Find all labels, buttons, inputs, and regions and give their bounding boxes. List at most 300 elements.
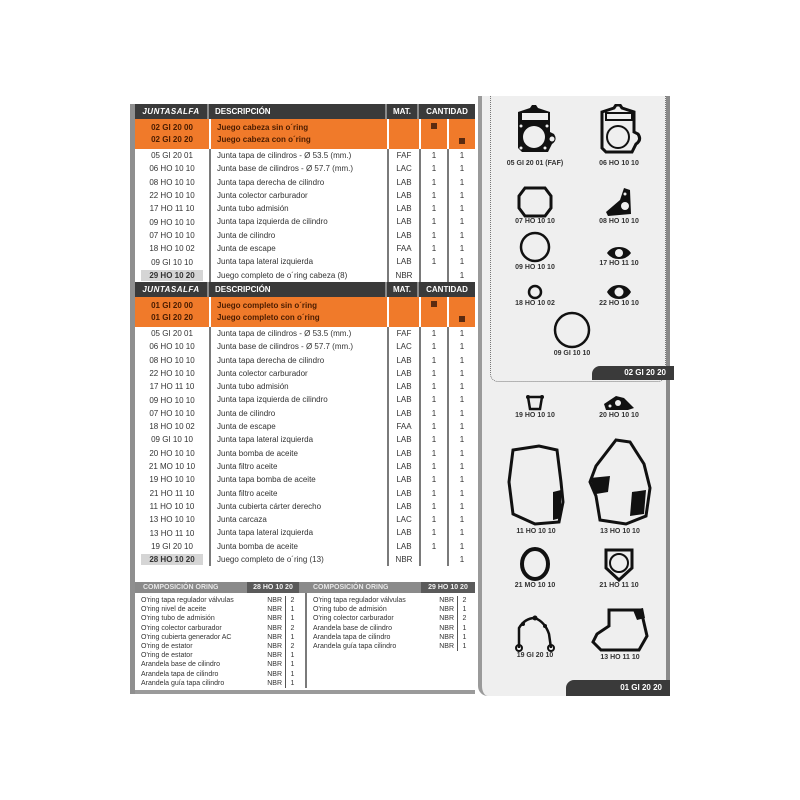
kit-marker <box>431 301 437 307</box>
parts-table-area <box>135 104 475 566</box>
part-material: LAB <box>387 354 419 367</box>
table1-header <box>135 104 475 119</box>
quantity-with-oring: 1 <box>447 473 475 486</box>
item-description: O'ring colector carburador <box>313 615 394 623</box>
part-description: Junta tapa izquierda de cilindro <box>209 393 387 406</box>
part-material: LAB <box>387 500 419 513</box>
item-material: NBR <box>439 642 454 650</box>
part-description: Junta tapa de cilindros - Ø 53.5 (mm.) <box>209 327 387 340</box>
item-description: Arandela tapa de cilindro <box>141 670 219 678</box>
composition-item <box>135 660 305 669</box>
table-row <box>135 473 475 486</box>
oil-pump-gasket-icon <box>602 394 636 412</box>
quantity-without-oring: 1 <box>419 433 447 446</box>
quantity-without-oring: 1 <box>419 189 447 202</box>
composition-item <box>307 633 475 642</box>
item-quantity: 1 <box>285 679 299 688</box>
part-05gi2001 <box>500 104 570 167</box>
quantity-with-oring: 1 <box>447 447 475 460</box>
part-code: 20 HO 10 10 <box>149 448 195 458</box>
part-description: Junta tubo admisión <box>209 202 387 215</box>
table-row <box>135 162 475 175</box>
table-row <box>135 433 475 446</box>
table-row <box>135 420 475 433</box>
item-material: NBR <box>267 679 282 687</box>
item-description: O'ring cubierta generador AC <box>141 633 232 641</box>
part-09gi1010 <box>537 310 607 357</box>
part-description: Junta cubierta cárter derecho <box>209 500 387 513</box>
table-row <box>135 215 475 228</box>
part-label: 09 GI 10 10 <box>553 350 591 357</box>
composition-code: 28 HO 10 20 <box>247 582 299 593</box>
part-label: 06 HO 10 10 <box>599 160 639 167</box>
part-description: Junta filtro aceite <box>209 460 387 473</box>
part-code: 07 HO 10 10 <box>149 230 195 240</box>
table-row <box>135 327 475 340</box>
part-21mo1010 <box>500 546 570 589</box>
table-row <box>135 367 475 380</box>
part-code: 22 HO 10 10 <box>149 191 195 201</box>
quantity-with-oring: 1 <box>447 229 475 242</box>
item-description: O'ring tubo de admisión <box>141 615 215 623</box>
part-label: 17 HO 11 10 <box>599 260 639 267</box>
quantity-without-oring: 1 <box>419 327 447 340</box>
part-description: Juego completo de o´ring (13) <box>209 553 387 566</box>
oil-filter-gasket-icon <box>519 546 551 582</box>
quantity-without-oring: 1 <box>419 526 447 539</box>
part-description: Juego completo de o´ring cabeza (8) <box>209 269 387 282</box>
composition-item <box>135 624 305 633</box>
oil-filter-gasket-icon <box>602 546 636 582</box>
composition-item <box>135 679 305 688</box>
quantity-header: CANTIDAD <box>426 107 468 116</box>
quantity-with-oring: 1 <box>447 526 475 539</box>
part-material: LAB <box>387 367 419 380</box>
table2-header <box>135 282 475 297</box>
part-material: LAB <box>387 202 419 215</box>
part-material: LAB <box>387 473 419 486</box>
quantity-without-oring: 1 <box>419 460 447 473</box>
part-label: 21 HO 11 10 <box>599 582 639 589</box>
quantity-with-oring: 1 <box>447 189 475 202</box>
part-material: LAB <box>387 460 419 473</box>
composition-code: 29 HO 10 20 <box>421 582 475 593</box>
table2-kit-rows <box>135 297 475 327</box>
quantity-with-oring: 1 <box>447 215 475 228</box>
item-material: NBR <box>439 633 454 641</box>
item-material: NBR <box>439 606 454 614</box>
table2-rows <box>135 327 475 566</box>
item-quantity: 1 <box>457 605 471 614</box>
part-material: LAB <box>387 189 419 202</box>
item-material: NBR <box>267 652 282 660</box>
kit-code: 01 GI 20 20 <box>151 312 193 322</box>
part-material: LAB <box>387 526 419 539</box>
item-description: Arandela base de cilindro <box>141 661 220 669</box>
composition-list-29 <box>305 593 475 688</box>
quantity-without-oring: 1 <box>419 176 447 189</box>
part-code: 19 HO 10 10 <box>149 475 195 485</box>
part-material: FAA <box>387 242 419 255</box>
oil-pump-cover-gasket-icon <box>525 394 545 412</box>
item-quantity: 1 <box>285 614 299 623</box>
kit-marker <box>459 316 465 322</box>
quantity-with-oring: 1 <box>447 407 475 420</box>
quantity-with-oring: 1 <box>447 162 475 175</box>
quantity-with-oring: 1 <box>447 513 475 526</box>
item-material: NBR <box>439 615 454 623</box>
composition-item <box>307 614 475 623</box>
quantity-with-oring: 1 <box>447 340 475 353</box>
part-code: 13 HO 10 10 <box>149 515 195 525</box>
quantity-with-oring: 1 <box>447 242 475 255</box>
quantity-with-oring: 1 <box>447 202 475 215</box>
part-material: LAB <box>387 255 419 268</box>
item-material: NBR <box>439 624 454 632</box>
part-08ho1010 <box>584 186 654 225</box>
item-material: NBR <box>267 606 282 614</box>
item-description: O'ring tubo de admisión <box>313 606 387 614</box>
quantity-with-oring: 1 <box>447 149 475 162</box>
full-kit-badge: 01 GI 20 20 <box>566 680 670 696</box>
part-label: 21 MO 10 10 <box>514 582 556 589</box>
part-material: LAB <box>387 215 419 228</box>
part-code: 22 HO 10 10 <box>149 369 195 378</box>
table-row <box>135 202 475 215</box>
composition-item <box>307 624 475 633</box>
part-description: Junta tapa lateral izquierda <box>209 526 387 539</box>
part-code: 17 HO 11 10 <box>149 204 195 214</box>
table-row <box>135 540 475 553</box>
part-label: 18 HO 10 02 <box>515 300 555 307</box>
part-material: LAB <box>387 229 419 242</box>
item-quantity: 1 <box>285 651 299 660</box>
quantity-with-oring: 1 <box>447 393 475 406</box>
item-material: NBR <box>267 624 282 632</box>
part-code: 28 HO 10 20 <box>141 554 202 565</box>
part-code: 08 HO 10 10 <box>149 177 195 187</box>
part-description: Junta de cilindro <box>209 407 387 420</box>
oil-pump-gasket-arc-icon <box>515 614 555 652</box>
quantity-with-oring: 1 <box>447 269 475 282</box>
crankcase-cover-gasket-icon <box>505 442 567 528</box>
table-row <box>135 189 475 202</box>
kit-marker <box>459 138 465 144</box>
quantity-without-oring: 1 <box>419 487 447 500</box>
quantity-without-oring: 1 <box>419 229 447 242</box>
quantity-without-oring: 1 <box>419 540 447 553</box>
oring-composition <box>135 582 475 694</box>
part-material: NBR <box>387 269 419 282</box>
description-header: DESCRIPCIÓN <box>209 282 387 297</box>
composition-item <box>135 642 305 651</box>
quantity-with-oring: 1 <box>447 354 475 367</box>
part-code: 11 HO 10 10 <box>149 501 195 511</box>
part-code: 08 HO 10 10 <box>149 355 195 365</box>
item-material: NBR <box>267 615 282 623</box>
part-label: 13 HO 10 10 <box>600 528 640 535</box>
quantity-without-oring: 1 <box>419 354 447 367</box>
composition-list-28 <box>135 593 305 688</box>
part-13ho1010 <box>580 436 660 535</box>
quantity-without-oring <box>419 269 447 282</box>
part-material: FAA <box>387 420 419 433</box>
part-material: LAB <box>387 176 419 189</box>
brand-header: JUNTASALFA <box>135 282 209 297</box>
table-row <box>135 447 475 460</box>
table-row <box>135 354 475 367</box>
part-material: FAF <box>387 327 419 340</box>
quantity-with-oring: 1 <box>447 553 475 566</box>
item-material: NBR <box>439 597 454 604</box>
item-description: Arandela tapa de cilindro <box>313 633 391 641</box>
part-code: 19 GI 20 10 <box>151 541 193 551</box>
quantity-with-oring: 1 <box>447 540 475 553</box>
composition-item <box>135 670 305 679</box>
part-description: Junta tapa lateral izquierda <box>209 255 387 268</box>
kit-description: Juego completo con o´ring <box>217 312 320 322</box>
kit-code: 02 GI 20 00 <box>151 123 193 132</box>
kit-description: Juego cabeza con o´ring <box>217 135 311 144</box>
part-code: 06 HO 10 10 <box>149 342 195 352</box>
item-description: O'ring tapa regulador válvulas <box>313 597 406 604</box>
part-label: 13 HO 11 10 <box>600 654 640 661</box>
composition-title: COMPOSICIÓN ORING <box>143 584 219 591</box>
part-material: LAC <box>387 340 419 353</box>
part-code: 09 HO 10 10 <box>149 217 195 227</box>
item-material: NBR <box>267 633 282 641</box>
quantity-header: CANTIDAD <box>426 284 468 294</box>
item-description: Arandela guía tapa cilindro <box>141 679 225 687</box>
item-quantity: 1 <box>457 624 471 633</box>
part-description: Junta colector carburador <box>209 189 387 202</box>
item-description: O'ring colector carburador <box>141 624 222 632</box>
item-quantity: 1 <box>285 660 299 669</box>
part-material: LAB <box>387 407 419 420</box>
quantity-without-oring: 1 <box>419 202 447 215</box>
part-22ho1010 <box>584 284 654 307</box>
housing-gasket-icon <box>586 436 654 528</box>
table-row <box>135 380 475 393</box>
part-17ho1110 <box>584 246 654 267</box>
item-description: Arandela base de cilindro <box>313 624 392 632</box>
item-quantity: 2 <box>285 624 299 633</box>
kit-description: Juego cabeza sin o´ring <box>217 123 309 132</box>
quantity-without-oring: 1 <box>419 367 447 380</box>
cylinder-head-gasket-icon <box>512 104 558 160</box>
part-description: Junta de escape <box>209 420 387 433</box>
part-material: NBR <box>387 553 419 566</box>
part-material: LAB <box>387 447 419 460</box>
part-06ho1010 <box>584 104 654 167</box>
item-description: O'ring de estator <box>141 652 193 660</box>
quantity-without-oring: 1 <box>419 340 447 353</box>
description-header: DESCRIPCIÓN <box>209 104 387 119</box>
quantity-with-oring: 1 <box>447 380 475 393</box>
part-label: 05 GI 20 01 (FAF) <box>506 160 564 167</box>
kit-marker <box>431 123 437 129</box>
table-row <box>135 460 475 473</box>
quantity-with-oring: 1 <box>447 433 475 446</box>
quantity-without-oring: 1 <box>419 393 447 406</box>
item-quantity: 2 <box>285 642 299 651</box>
composition-header <box>135 582 475 593</box>
quantity-without-oring <box>419 553 447 566</box>
part-code: 09 GI 10 10 <box>151 257 193 267</box>
part-code: 09 HO 10 10 <box>149 395 195 405</box>
part-code: 06 HO 10 10 <box>149 164 195 174</box>
part-07ho1010 <box>500 186 570 225</box>
item-material: NBR <box>267 670 282 678</box>
composition-item <box>307 642 475 651</box>
part-label: 19 HO 10 10 <box>515 412 555 419</box>
part-description: Junta filtro aceite <box>209 487 387 500</box>
part-label: 20 HO 10 10 <box>599 412 639 419</box>
item-quantity: 1 <box>457 642 471 651</box>
table-row <box>135 340 475 353</box>
part-code: 07 HO 10 10 <box>149 408 195 418</box>
composition-item <box>307 605 475 614</box>
quantity-with-oring: 1 <box>447 500 475 513</box>
quantity-without-oring: 1 <box>419 500 447 513</box>
item-quantity: 2 <box>285 596 299 605</box>
part-code: 21 MO 10 10 <box>148 462 196 472</box>
part-label: 22 HO 10 10 <box>599 300 639 307</box>
o-ring-icon <box>518 230 552 264</box>
part-code: 05 GI 20 01 <box>151 329 193 339</box>
intake-gasket-icon <box>605 246 633 260</box>
item-description: O'ring tapa regulador válvulas <box>141 597 234 604</box>
item-description: Arandela guía tapa cilindro <box>313 642 397 650</box>
part-code: 13 HO 11 10 <box>149 528 195 538</box>
table-row <box>135 393 475 406</box>
composition-item <box>135 605 305 614</box>
quantity-with-oring: 1 <box>447 487 475 500</box>
table-row <box>135 487 475 500</box>
quantity-without-oring: 1 <box>419 420 447 433</box>
part-description: Junta tapa izquierda de cilindro <box>209 215 387 228</box>
part-code: 29 HO 10 20 <box>141 270 202 281</box>
part-description: Junta carcaza <box>209 513 387 526</box>
quantity-without-oring: 1 <box>419 513 447 526</box>
part-material: LAB <box>387 393 419 406</box>
table-row <box>135 242 475 255</box>
large-o-ring-icon <box>552 310 592 350</box>
item-quantity: 1 <box>285 605 299 614</box>
carburetor-gasket-icon <box>605 284 633 300</box>
quantity-without-oring: 1 <box>419 447 447 460</box>
item-quantity: 1 <box>457 633 471 642</box>
part-description: Junta base de cilindros - Ø 57.7 (mm.) <box>209 162 387 175</box>
gasket-diagram-panel <box>478 96 670 696</box>
item-quantity: 1 <box>285 633 299 642</box>
part-material: LAC <box>387 513 419 526</box>
item-description: O'ring de estator <box>141 642 193 650</box>
part-material: LAB <box>387 487 419 500</box>
table1-kit-rows <box>135 119 475 149</box>
part-material: LAC <box>387 162 419 175</box>
left-side-cover-gasket-icon <box>589 606 651 654</box>
quantity-with-oring: 1 <box>447 420 475 433</box>
item-quantity: 1 <box>285 670 299 679</box>
table-row <box>135 149 475 162</box>
part-13ho1110 <box>580 606 660 661</box>
quantity-with-oring: 1 <box>447 176 475 189</box>
part-material: FAF <box>387 149 419 162</box>
part-description: Junta colector carburador <box>209 367 387 380</box>
part-label: 09 HO 10 10 <box>515 264 555 271</box>
part-18ho1002 <box>500 284 570 307</box>
oring-kit-row <box>135 269 475 282</box>
composition-item <box>135 633 305 642</box>
part-label: 07 HO 10 10 <box>515 218 555 225</box>
part-description: Junta bomba de aceite <box>209 540 387 553</box>
quantity-without-oring: 1 <box>419 149 447 162</box>
table-row <box>135 176 475 189</box>
quantity-without-oring: 1 <box>419 473 447 486</box>
brand-header: JUNTASALFA <box>135 104 209 119</box>
part-19gi2010 <box>500 614 570 659</box>
quantity-with-oring: 1 <box>447 367 475 380</box>
part-label: 19 GI 20 10 <box>516 652 554 659</box>
composition-item <box>135 614 305 623</box>
quantity-without-oring: 1 <box>419 255 447 268</box>
quantity-without-oring: 1 <box>419 215 447 228</box>
table-row <box>135 500 475 513</box>
part-19ho1010 <box>500 394 570 419</box>
part-description: Junta tapa bomba de aceite <box>209 473 387 486</box>
part-code: 21 HO 11 10 <box>149 488 195 498</box>
part-description: Junta bomba de aceite <box>209 447 387 460</box>
item-description: O'ring nivel de aceite <box>141 606 207 614</box>
part-material: LAB <box>387 380 419 393</box>
cylinder-gasket-icon <box>517 186 553 218</box>
cylinder-base-gasket-icon <box>596 104 642 160</box>
kit-code: 02 GI 20 20 <box>151 135 193 144</box>
part-description: Junta base de cilindros - Ø 57.7 (mm.) <box>209 340 387 353</box>
item-quantity: 2 <box>457 596 471 605</box>
head-kit-badge: 02 GI 20 20 <box>592 366 674 380</box>
table-row <box>135 255 475 268</box>
part-material: LAB <box>387 433 419 446</box>
part-description: Junta de escape <box>209 242 387 255</box>
table-row <box>135 526 475 539</box>
quantity-with-oring: 1 <box>447 327 475 340</box>
item-material: NBR <box>267 642 282 650</box>
part-description: Junta tapa derecha de cilindro <box>209 354 387 367</box>
table1-rows <box>135 149 475 282</box>
part-code: 17 HO 11 10 <box>149 382 195 392</box>
part-description: Junta tapa derecha de cilindro <box>209 176 387 189</box>
part-code: 09 GI 10 10 <box>151 435 193 445</box>
item-material: NBR <box>267 661 282 669</box>
part-label: 11 HO 10 10 <box>516 528 556 535</box>
oring-kit-row <box>135 553 475 566</box>
material-header: MAT. <box>387 282 419 297</box>
part-20ho1010 <box>584 394 654 419</box>
table-row <box>135 407 475 420</box>
quantity-with-oring: 1 <box>447 255 475 268</box>
composition-item <box>135 651 305 660</box>
composition-item <box>135 596 305 605</box>
part-code: 18 HO 10 02 <box>149 422 195 432</box>
kit-code: 01 GI 20 00 <box>151 300 193 310</box>
part-code: 18 HO 10 02 <box>149 244 195 254</box>
item-quantity: 2 <box>457 614 471 623</box>
part-11ho1010 <box>496 442 576 535</box>
exhaust-ring-icon <box>527 284 543 300</box>
part-code: 05 GI 20 01 <box>151 151 193 161</box>
